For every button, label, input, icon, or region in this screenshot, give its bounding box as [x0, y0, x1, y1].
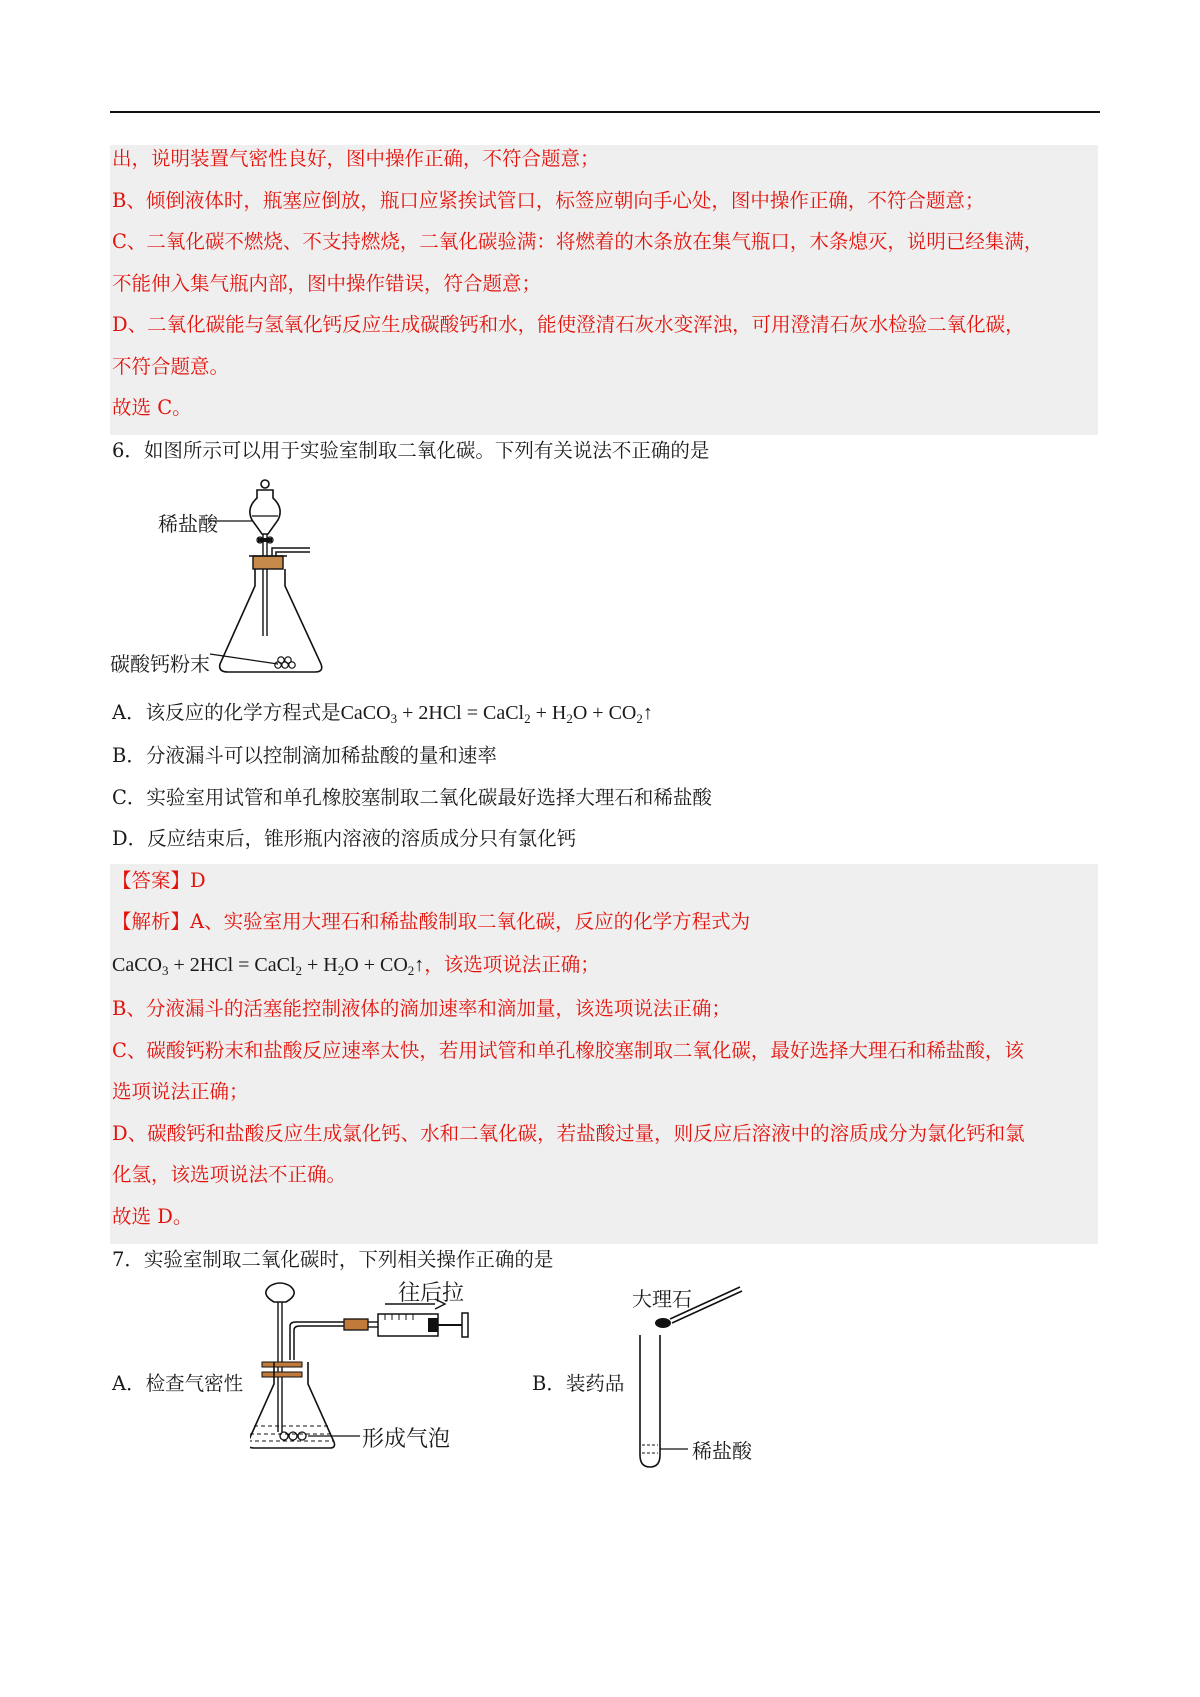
q6-analysis-a-text: A、实验室用大理石和稀盐酸制取二氧化碳，反应的化学方程式为	[190, 910, 751, 933]
q7-label-liquid: 稀盐酸	[692, 1439, 752, 1463]
prev-answer-line-4: 不能伸入集气瓶内部，图中操作错误，符合题意；	[112, 272, 542, 295]
eq2-plus1: + 2HCl = CaCl	[168, 954, 296, 976]
eq2-plus2: + H	[302, 954, 338, 976]
q6-analysis-c2: 选项说法正确；	[112, 1080, 249, 1103]
q6-label-powder: 碳酸钙粉末	[110, 652, 210, 676]
q7-label-bubbles: 形成气泡	[362, 1427, 451, 1452]
q6-option-a	[112, 700, 1098, 726]
q6-analysis-b: B、分液漏斗的活塞能控制液体的滴加速率和滴加量，该选项说法正确；	[112, 997, 731, 1020]
eq-h-sub: 2	[566, 711, 573, 726]
q6-analysis-d2: 化氢，该选项说法不正确。	[112, 1163, 347, 1186]
q6-option-a-equation	[341, 702, 653, 724]
q6-option-a-prefix: A．该反应的化学方程式是	[112, 701, 341, 724]
eq-caco: CaCO	[340, 702, 391, 724]
q6-stem: 6．如图所示可以用于实验室制取二氧化碳。下列有关说法不正确的是	[112, 439, 710, 462]
q6-label-funnel: 稀盐酸	[158, 512, 218, 536]
eq2-caco-sub: 3	[162, 963, 169, 978]
prev-answer-choose: 故选 C。	[112, 396, 192, 419]
eq-plus2: + H	[530, 702, 567, 724]
eq2-cacl-sub: 2	[295, 963, 303, 978]
q6-analysis-equation-line	[112, 952, 1098, 978]
q7-label-solid: 大理石	[632, 1287, 692, 1311]
prev-answer-line-5: D、二氧化碳能与氢氧化钙反应生成碳酸钙和水，能使澄清石灰水变浑浊，可用澄清石灰水检验二氧化碳，	[112, 313, 1025, 336]
q7-stem: 7．实验室制取二氧化碳时，下列相关操作正确的是	[112, 1248, 554, 1271]
eq2-co-sub: 2	[407, 963, 415, 978]
q6-apparatus-figure	[110, 476, 340, 676]
header-rule	[110, 111, 1100, 113]
prev-answer-line-1: 出，说明装置气密性良好，图中操作正确，不符合题意；	[112, 147, 600, 170]
eq-o: O + CO	[572, 702, 637, 724]
eq2-h-sub: 2	[337, 963, 345, 978]
q6-analysis-equation	[112, 954, 424, 976]
q7-loading-figure	[630, 1283, 820, 1473]
q6-analysis-d1: D、碳酸钙和盐酸反应生成氯化钙、水和二氧化碳，若盐酸过量，则反应后溶液中的溶质成分为氯化钙和氯	[112, 1122, 1025, 1145]
q6-analysis-a	[112, 909, 1098, 935]
eq-cacl-sub: 2	[524, 711, 531, 726]
eq2-caco: CaCO	[112, 954, 162, 976]
q7-option-b: B．装药品	[532, 1372, 625, 1395]
q6-option-d: D．反应结束后，锥形瓶内溶液的溶质成分只有氯化钙	[112, 827, 577, 850]
q6-apparatus-drawing	[110, 476, 340, 676]
q6-analysis-a-tail: ，该选项说法正确；	[424, 953, 600, 976]
prev-answer-line-2: B、倾倒液体时，瓶塞应倒放，瓶口应紧挨试管口，标签应朝向手心处，图中操作正确，不符合题意；	[112, 189, 985, 212]
eq-arrow: ↑	[642, 702, 653, 724]
prev-answer-line-6: 不符合题意。	[112, 355, 230, 378]
eq-caco-sub: 3	[390, 711, 398, 726]
eq-plus1: + 2HCl = CaCl	[397, 702, 525, 724]
q6-option-c: C．实验室用试管和单孔橡胶塞制取二氧化碳最好选择大理石和稀盐酸	[112, 786, 712, 809]
eq2-o: O + CO	[344, 954, 408, 976]
q6-answer: 【答案】D	[112, 869, 206, 892]
q6-analysis-c1: C、碳酸钙粉末和盐酸反应速率太快，若用试管和单孔橡胶塞制取二氧化碳，最好选择大理石和稀盐酸，该	[112, 1039, 1024, 1062]
prev-answer-line-3: C、二氧化碳不燃烧、不支持燃烧，二氧化碳验满：将燃着的木条放在集气瓶口，木条熄灭，说明已经集满，	[112, 230, 1044, 253]
q7-airtightness-figure	[250, 1280, 520, 1460]
q6-option-b: B．分液漏斗可以控制滴加稀盐酸的量和速率	[112, 744, 497, 767]
q7-label-pull: 往后拉	[398, 1281, 465, 1306]
q6-analysis-prefix: 【解析】	[112, 910, 191, 933]
eq2-arrow: ↑	[414, 954, 425, 976]
q6-choose: 故选 D。	[112, 1205, 193, 1228]
q7-option-a: A．检查气密性	[112, 1372, 244, 1395]
eq-co-sub: 2	[636, 711, 643, 726]
